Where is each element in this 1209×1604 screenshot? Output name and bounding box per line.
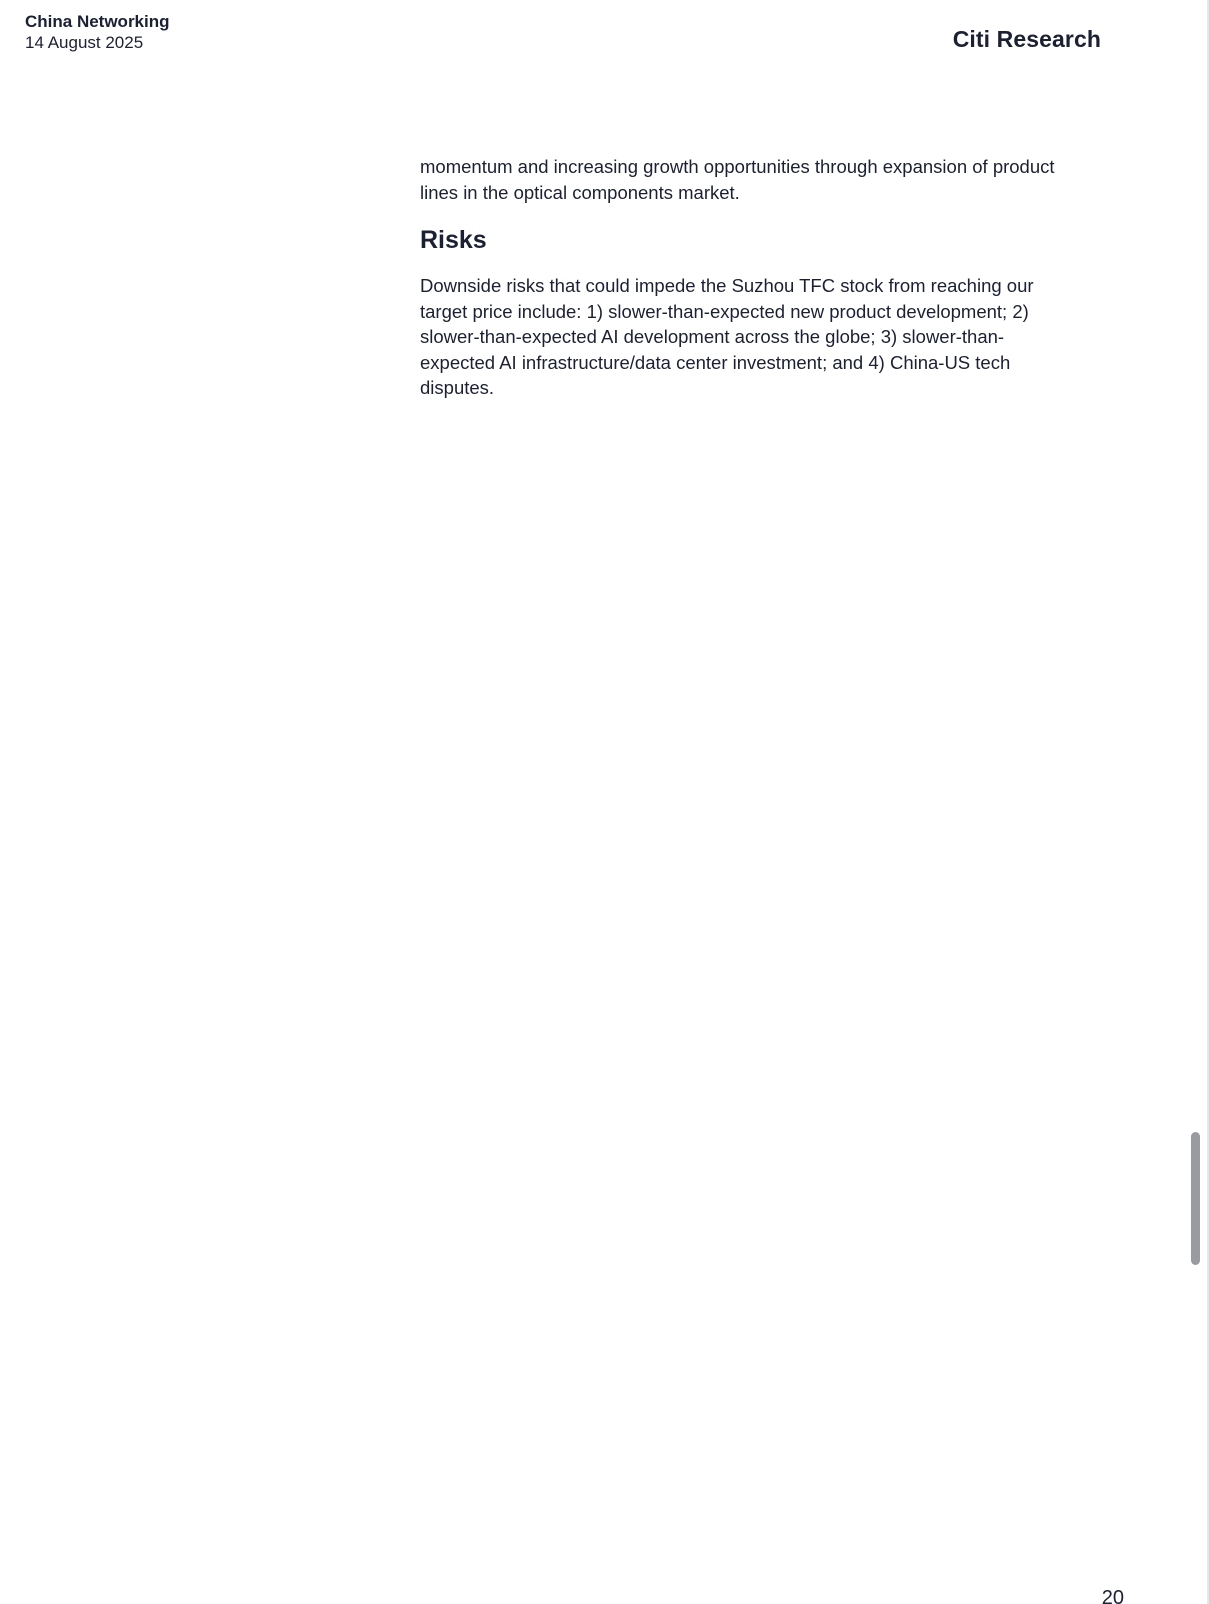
page-header: [25, 12, 170, 54]
main-content: [420, 154, 1072, 401]
intro-paragraph: momentum and increasing growth opportunities through expansion of product lines in the optical components market.: [420, 156, 1055, 203]
risks-heading: Risks: [420, 226, 487, 254]
page-number: 20: [1101, 1587, 1124, 1604]
report-date: 14 August 2025: [25, 33, 144, 52]
risks-paragraph: Downside risks that could impede the Suzhou TFC stock from reaching our target price include: 1) slower-than-expected new product development; 2) slower-than-expected AI development across the globe; 3) slower-than-expected AI infrastructure/data center investment; and 4) China-US tech disputes.: [420, 275, 1034, 398]
brand-logo-text: Citi Research: [952, 26, 1101, 52]
scrollbar-thumb[interactable]: [1191, 1132, 1200, 1265]
section-title: China Networking: [25, 12, 170, 31]
